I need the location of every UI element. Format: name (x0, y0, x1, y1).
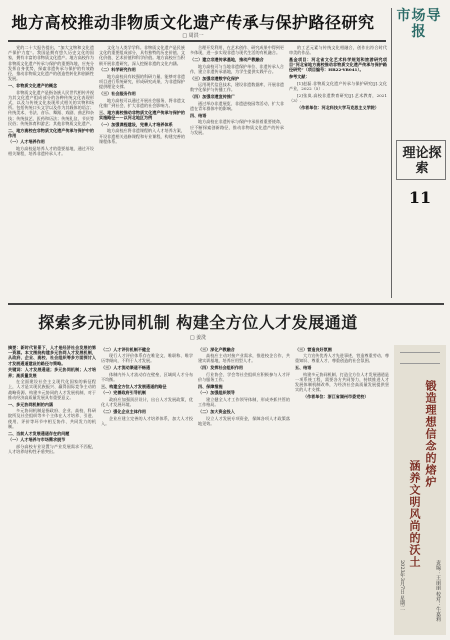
masthead-divider (391, 8, 392, 298)
section-heading: 五、结语 (295, 365, 312, 371)
author-unit: （作者单位：河北科技大学马克思主义学院） (297, 104, 379, 110)
sub-heading: （一）完善政府引导机制 (101, 390, 147, 396)
section-heading: 四、结语 (190, 112, 207, 118)
paragraph: 党的二十大报告提出，“加大文物和文化遗产保护力度”。我国是拥有悠久历史文化的国家，拥有丰富的非物质文化遗产。地方高校作为非物质文化遗产传承与保护的重要阵地，应充分发挥自身优势，探索非遗传承与保护的有效路径，推动非物质文化遗产的创造性转化和创新性发展。 (8, 45, 94, 82)
sub-heading: （二）加大资金投入 (198, 409, 235, 415)
article-divider (8, 303, 444, 305)
paragraph: 多元协同机制是指政府、企业、高校、科研院所及社会组织等多个主体在人才培养、引进、使用、评价等环节中相互协作、共同发力的机制。 (8, 408, 96, 429)
sub-heading: （三）人才流动渠道不畅通 (101, 365, 151, 371)
paragraph: 企业应建立完善的人才培养体系，加大人才投入。 (101, 415, 193, 426)
sub-heading: （三）深化产教融合 (198, 346, 235, 352)
bottom-col-2 (101, 345, 193, 635)
top-col-4 (289, 45, 387, 297)
reference-item: [1]赵磊.非物质文化遗产传承与保护研究[J].文化产业，2022（5）. (289, 80, 387, 91)
top-col-1 (8, 45, 94, 297)
paragraph: 政府应加强顶层设计，出台人才发展政策，优化人才发展环境。 (101, 397, 193, 408)
paragraph: 体制内外人才流动存在壁垒，区域间人才分布不均衡。 (101, 371, 193, 383)
paragraph: 大力宣传优秀人才先进事迹，营造尊重劳动、尊重知识、尊重人才、尊重创造的社会氛围。 (295, 353, 389, 364)
bottom-col-4 (295, 345, 389, 635)
sub-heading: （四）发挥社会组织作用 (198, 365, 244, 371)
sub-heading: （三）社会服务作用 (99, 91, 136, 97)
top-article-title: 地方高校推动非物质文化遗产传承与保护路径研究 (11, 13, 375, 32)
section-label: 理论探索 (402, 146, 442, 176)
paragraph: 构建多元协同机制、打造全方位人才发展通道是一项系统工程，需要各方共同努力，持续推进人才发展体制机制改革，为经济社会高质量发展提供坚实的人才支撑。 (295, 371, 389, 393)
paragraph: 设立人才发展专项资金，保障各项人才政策落地见效。 (198, 415, 290, 426)
banner-slogan-1: 锻造理想信念的熔炉 (424, 380, 437, 488)
paragraph: 地方高校具有较强的科研力量，能够对非遗项目进行系统研究，形成研究成果，为非遗保护提供理论支撑。 (99, 74, 185, 90)
reference-item: [2]张岚.高校非遗教育研究[J].艺术教育，2021（3）. (289, 92, 387, 103)
paragraph: 合理开发利用，在艺术创作、研究成果中得到更多体现，进一步实现非遗与现代生活的有机融合。 (190, 45, 284, 56)
section-heading: 二、当前人才发展通道存在的问题 (8, 430, 70, 436)
banner-slogan-2: 涵养文明风尚的沃土 (408, 460, 421, 568)
paragraph: 地方高校应将非遗课程纳入人才培养方案，开设非遗相关选修课程和专业课程，构建完善的课程体系。 (99, 128, 185, 144)
sub-heading: （二）人才评价机制不健全 (101, 346, 151, 352)
sub-heading: （一）人才培养与市场需求脱节 (8, 437, 66, 443)
paragraph: 非物质文化遗产是指各族人民世代相传并视为其文化遗产组成部分的各种传统文化表现形式，以及与传统文化表现形式相关的实物和场所。包括传统口头文学以及作为其载体的语言；传统美术、书法、音乐、舞蹈、戏剧、曲艺和杂技；传统技艺、医药和历法；传统礼仪、节庆等民俗；传统体育和游艺；其他非物质文化遗产。 (8, 89, 94, 126)
banner-ornament-top (400, 352, 440, 364)
section-heading: 一、多元协同机制的内涵 (8, 401, 54, 407)
section-heading: 二、地方高校在非物质文化遗产传承与保护中的作用 (8, 127, 94, 138)
paragraph: 地方高校可以通过开展社会服务，将非遗文化推广到社会，扩大非遗的社会影响力。 (99, 97, 185, 109)
paragraph: 地方高校在非遗传承与保护中承担着重要使命，应不断探索创新路径，推动非物质文化遗产的传承与发展。 (190, 119, 284, 135)
author-unit: （作者单位：浙江省湖州市委党校） (303, 394, 369, 400)
sub-heading: （四）加强非遗宣传推广 (190, 94, 236, 100)
page-number: 11 (408, 188, 432, 207)
paragraph: 在全面建设社会主义现代化国家的新征程上，人才是实现民族振兴、赢得国际竞争主动的战略资源。构建多元协同的人才发展机制，对于推动经济高质量发展具有重要意义。 (8, 379, 96, 400)
sub-heading: （一）人才培养作用 (8, 139, 45, 145)
abstract: 摘要：新时代背景下，人才是经济社会发展的第一资源。本文围绕构建多元协同人才发展机制，从政府、企业、高校、社会组织等多方面探讨人才发展通道建设的路径与策略。 (8, 345, 96, 366)
sub-heading: （一）加强组织领导 (198, 390, 235, 396)
funding-note: 基金项目：河北省文化艺术科学规划和旅游研究项目“河北省地方高校推动非物质文化遗产传承与保护路径研究”（项目编号：HB22-YB041）。 (289, 56, 387, 73)
bottom-col-3 (198, 345, 290, 635)
section-heading: 四、保障措施 (198, 383, 223, 389)
paragraph: 地方高校可与当地非遗保护单位、非遗传承人合作，建立非遗传承基地，为学生提供实践平台。 (190, 63, 284, 74)
paragraph: 高校应主动对接产业需求，推进校企合作，共建实训基地，培养应用型人才。 (198, 353, 290, 364)
paragraph: 文化与人类学学科。非物质文化遗产是民族文化的重要组成部分，具有独特的历史价值、文化价值、艺术价值和科学价值。地方高校应当积极开展非遗研究，深入挖掘非遗的文化内涵。 (99, 45, 185, 66)
sub-heading: （三）加强非遗数字化保护 (190, 75, 240, 81)
paragraph: 行业协会、学会等社会组织应积极参与人才评价与服务工作。 (198, 371, 290, 383)
sub-heading: （二）建立非遗传承基地，推动产教融合 (190, 56, 264, 62)
masthead-logo: 市场导报 (396, 8, 442, 40)
references-heading: 参考文献： (289, 74, 310, 80)
bottom-article-title: 探索多元协同机制 构建全方位人才发展通道 (38, 313, 358, 332)
paragraph: 部分高校专业设置与产业发展需求不匹配，人才培养结构性矛盾突出。 (8, 443, 96, 455)
top-col-3 (190, 45, 284, 297)
paragraph: 建立健全人才工作领导体制，形成齐抓共管的工作格局。 (198, 397, 290, 408)
paragraph: 的工艺元素与传统文化相融合，创作出符合时代审美的作品。 (289, 45, 387, 56)
sub-heading: （一）加强课程建设，完善人才培养体系 (99, 121, 173, 127)
paragraph: 现行人才评价体系存在唯论文、唯职称、唯学历等倾向，不利于人才发展。 (101, 353, 193, 364)
paragraph: 运用现代信息技术，建设非遗数据库，开展非遗数字化保护与传播工作。 (190, 82, 284, 93)
top-title-rule (8, 40, 386, 42)
section-heading: 三、构建全方位人才发展通道的路径 (101, 383, 167, 389)
sub-heading: （三）营造良好氛围 (295, 346, 332, 352)
keywords: 关键词：人才发展通道；多元协同机制；人才培养；高质量发展 (8, 367, 96, 378)
paragraph: 地方高校是培养人才的重要基地，通过开设相关课程，培养非遗传承人才。 (8, 146, 94, 157)
paragraph: 通过举办非遗展览、非遗进校园等活动，扩大非遗在青年群体中的影响。 (190, 100, 284, 112)
editor-credit: 责编：王丽丽 校对：牛嘉莉 (435, 560, 441, 622)
top-col-2 (99, 45, 185, 297)
top-article-byline: □ 周洪一 (182, 33, 204, 39)
sub-heading: （二）强化企业主体作用 (101, 409, 147, 415)
bottom-article-byline: □ 姜洗 (189, 335, 207, 341)
section-heading: 一、非物质文化遗产的概念 (8, 82, 58, 88)
issue-date: 2023年3月7日 星期二 (399, 560, 405, 611)
bottom-col-1 (8, 345, 96, 635)
section-heading: 三、地方高校推动非物质文化遗产传承与保护的实施路径——以河北地区为例 (99, 109, 185, 120)
sub-heading: （二）科学研究作用 (99, 67, 136, 73)
